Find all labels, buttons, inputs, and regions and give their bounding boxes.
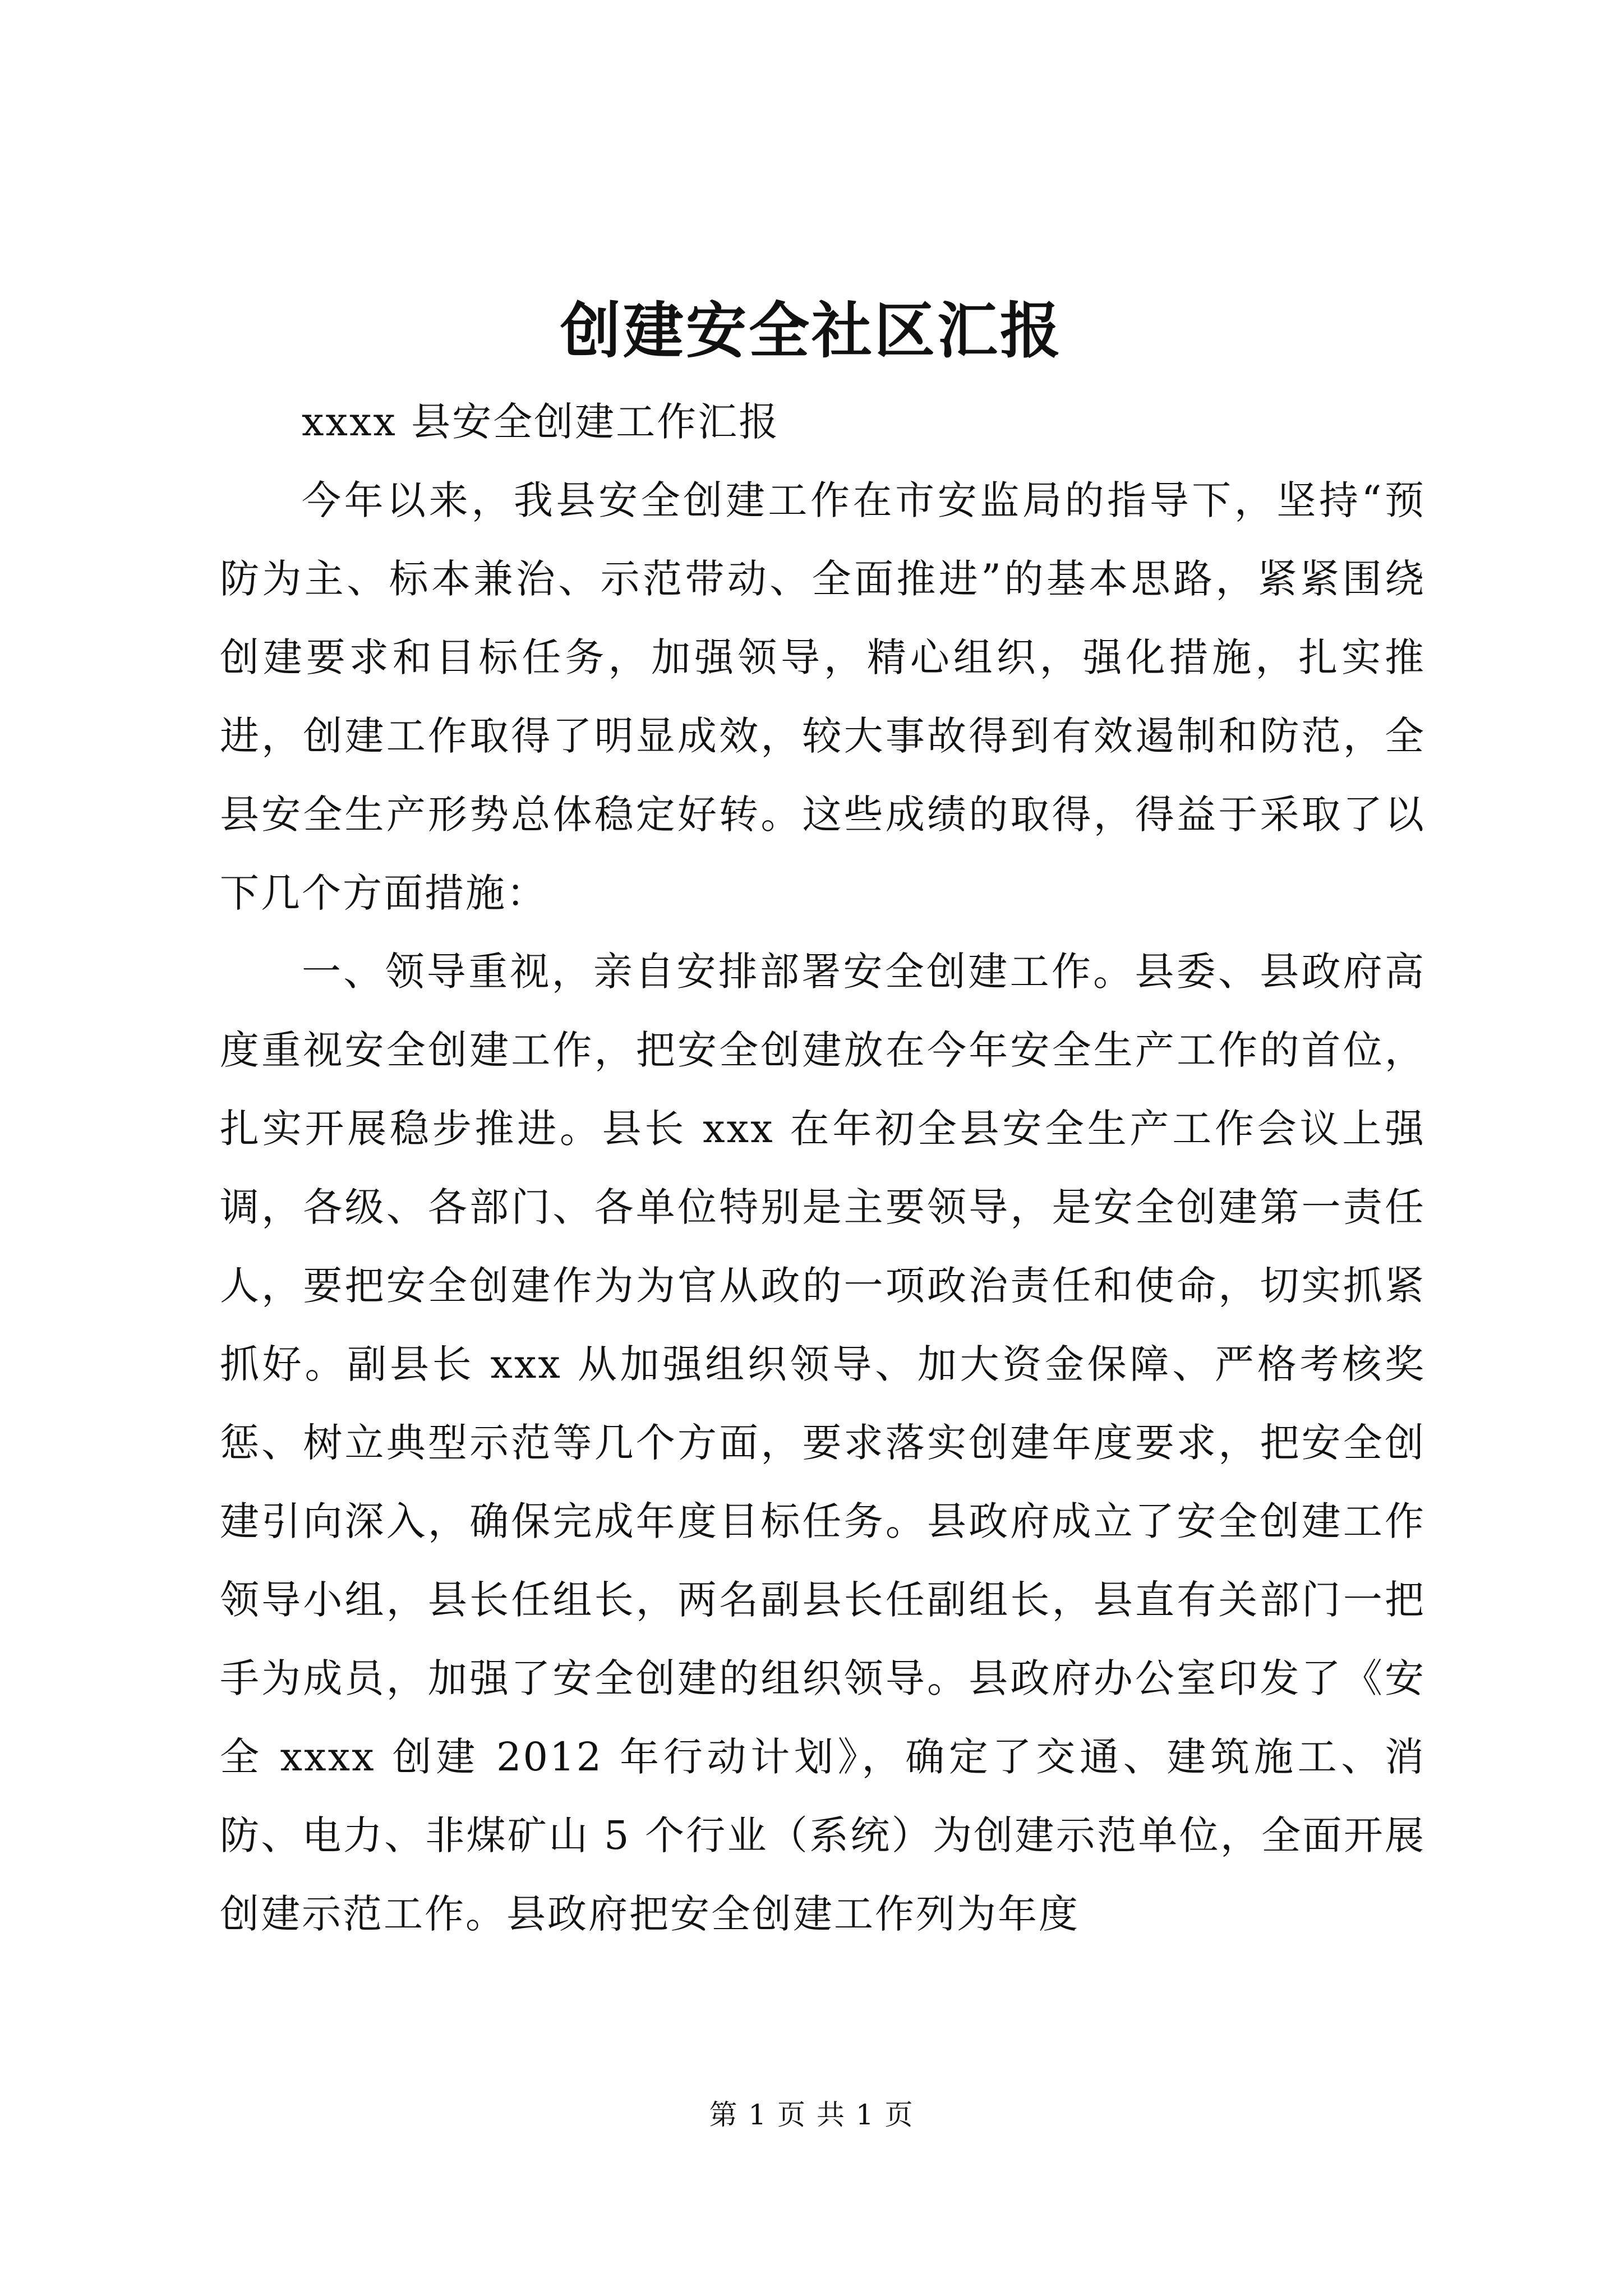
- paragraph-intro: 今年以来，我县安全创建工作在市安监局的指导下，坚持“预防为主、标本兼治、示范带动、全面推进”的基本思路，紧紧围绕创建要求和目标任务，加强领导，精心组织，强化措施，扎实推进，创建工作取得了明显成效，较大事故得到有效遏制和防范，全县安全生产形势总体稳定好转。这些成绩的取得，得益于采取了以下几个方面措施：: [220, 477, 1426, 916]
- page-number-footer: 第 1 页 共 1 页: [709, 2099, 914, 2131]
- document-title: 创建安全社区汇报: [560, 296, 1063, 366]
- paragraph-leadership: 一、领导重视，亲自安排部署安全创建工作。县委、县政府高度重视安全创建工作，把安全创建放在今年安全生产工作的首位，扎实开展稳步推进。县长 xxx 在年初全县安全生产工作会议上强调，各级、各部门、各单位特别是主要领导，是安全创建第一责任人，要把安全创建作为为官从政的一项政治责任和使命，切实抓紧抓好。副县长 xxx 从加强组织领导、加大资金保障、严格考核奖惩、树立典型示范等几个方面，要求落实创建年度要求，把安全创建引向深入，确保完成年度目标任务。县政府成立了安全创建工作领导小组，县长任组长，两名副县长任副组长，县直有关部门一把手为成员，加强了安全创建的组织领导。县政府办公室印发了《安全 xxxx 创建 2012 年行动计划》，确定了交通、建筑施工、消防、电力、非煤矿山 5 个行业（系统）为创建示范单位，全面开展创建示范工作。县政府把安全创建工作列为年度: [220, 949, 1426, 1937]
- document-body: [220, 383, 1426, 1953]
- paragraph-subtitle: xxxx 县安全创建工作汇报: [302, 399, 780, 445]
